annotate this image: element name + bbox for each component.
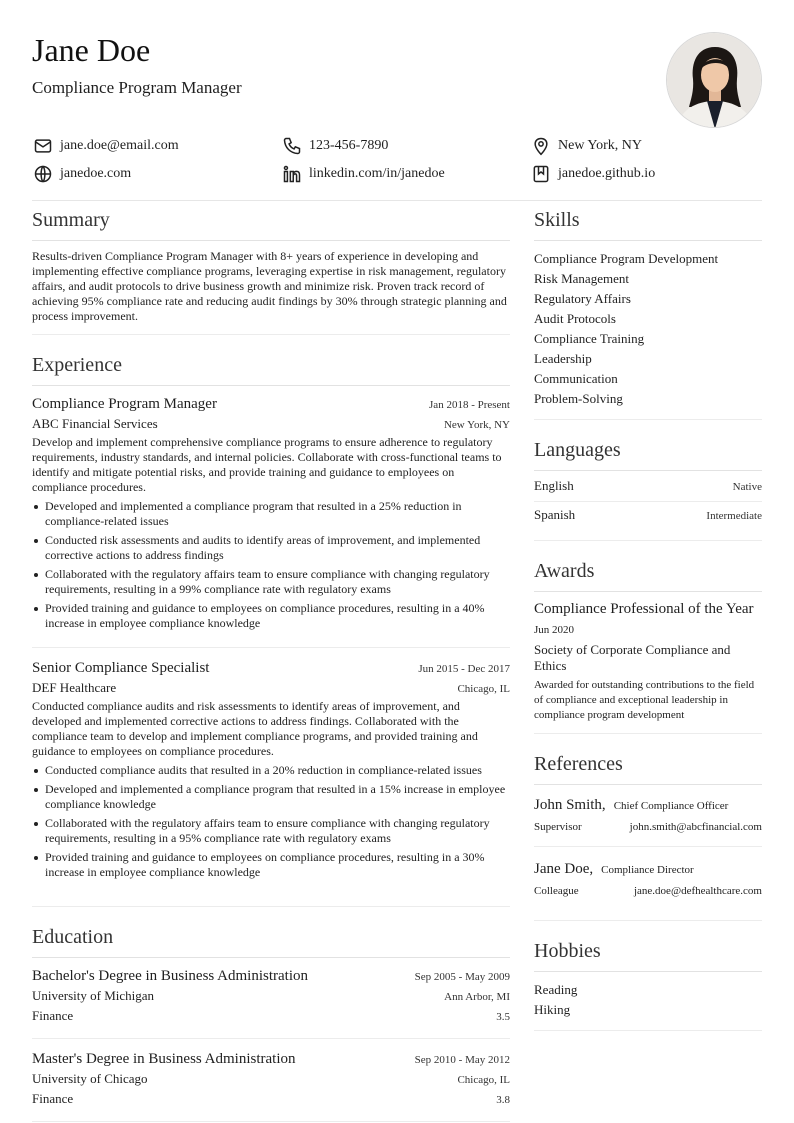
skill-item: Communication — [534, 371, 618, 386]
references-heading: References — [534, 750, 762, 785]
skill-item: Audit Protocols — [534, 311, 616, 326]
reference-position: Compliance Director — [601, 864, 694, 876]
side-column — [534, 206, 762, 1047]
reference-email[interactable]: jane.doe@defhealthcare.com — [633, 885, 762, 897]
email-text[interactable]: jane.doe@email.com — [60, 138, 179, 153]
awards-section — [534, 557, 762, 734]
job-location: New York, NY — [443, 419, 510, 431]
education-heading: Education — [32, 923, 510, 958]
education-dates: Sep 2005 - May 2009 — [414, 971, 510, 983]
achievement-item: Collaborated with the regulatory affairs team to ensure compliance with changing regulatory requirements, resulting in a 99% compliance rate with regulatory exams — [32, 567, 510, 597]
summary-heading: Summary — [32, 206, 510, 241]
header-divider — [32, 200, 762, 201]
award-date: Jun 2020 — [534, 624, 575, 636]
company-name: DEF Healthcare — [32, 680, 117, 695]
skill-item: Compliance Program Development — [534, 251, 719, 266]
mail-icon — [32, 135, 54, 157]
language-name: English — [534, 478, 574, 493]
experience-heading: Experience — [32, 351, 510, 386]
job-dates: Jan 2018 - Present — [429, 399, 510, 411]
linkedin-icon — [281, 163, 303, 185]
language-row — [534, 473, 762, 501]
globe-icon — [32, 163, 54, 185]
gpa: 3.5 — [496, 1011, 510, 1023]
hobbies-section — [534, 937, 762, 1031]
degree-name: Master's Degree in Business Administration — [32, 1051, 296, 1067]
main-column — [32, 206, 510, 1123]
company-name: ABC Financial Services — [32, 416, 158, 431]
reference-name: John Smith, — [534, 797, 606, 813]
awards-heading: Awards — [534, 557, 762, 592]
school-location: Chicago, IL — [457, 1074, 510, 1086]
linkedin-text[interactable]: linkedin.com/in/janedoe — [309, 166, 445, 181]
languages-heading: Languages — [534, 436, 762, 471]
achievement-item: Developed and implemented a compliance program that resulted in a 15% increase in employee compliance knowledge — [32, 782, 510, 812]
skills-heading: Skills — [534, 206, 762, 241]
reference-name: Jane Doe, — [534, 861, 594, 877]
reference-email[interactable]: john.smith@abcfinancial.com — [629, 821, 762, 833]
contact-github[interactable] — [530, 163, 655, 185]
summary-section — [32, 206, 510, 335]
skill-item: Compliance Training — [534, 331, 645, 346]
contact-linkedin[interactable] — [281, 163, 445, 185]
award-organization: Society of Corporate Compliance and Ethics — [534, 642, 731, 673]
achievement-list — [32, 499, 510, 631]
language-name: Spanish — [534, 507, 576, 522]
achievement-item: Developed and implemented a compliance program that resulted in a 25% reduction in compliance-related issues — [32, 499, 510, 529]
skills-section — [534, 206, 762, 420]
field-of-study: Finance — [32, 1008, 74, 1023]
github-text[interactable]: janedoe.github.io — [558, 166, 656, 181]
job-description: Conducted compliance audits and risk assessments to identify areas of improvement, and developed and implemented corrective actions to address findings. Collaborated with the compliance team to develop and implement compliance programs, and provided training and guidance to employees on compliance procedures. — [32, 699, 478, 758]
phone-icon — [281, 135, 303, 157]
website-text[interactable]: janedoe.com — [60, 166, 132, 181]
hobby-item: Hiking — [534, 1002, 571, 1017]
degree-name: Bachelor's Degree in Business Administration — [32, 968, 308, 984]
award-title: Compliance Professional of the Year — [534, 601, 754, 617]
gpa: 3.8 — [496, 1094, 510, 1106]
achievement-item: Conducted compliance audits that resulted in a 20% reduction in compliance-related issues — [32, 763, 510, 778]
candidate-name: Jane Doe — [32, 32, 151, 68]
contact-email[interactable] — [32, 135, 179, 157]
job-title: Compliance Program Manager — [32, 396, 217, 412]
education-entry — [32, 966, 510, 1038]
field-of-study: Finance — [32, 1091, 74, 1106]
skill-item: Problem-Solving — [534, 391, 623, 406]
education-dates: Sep 2010 - May 2012 — [414, 1054, 510, 1066]
school-name: University of Michigan — [32, 988, 155, 1003]
school-name: University of Chicago — [32, 1071, 148, 1086]
language-level: Intermediate — [706, 510, 762, 522]
experience-entry — [32, 647, 510, 896]
languages-section — [534, 436, 762, 541]
reference-entry — [534, 793, 762, 846]
language-level: Native — [732, 481, 762, 493]
phone-text[interactable]: 123-456-7890 — [309, 138, 389, 153]
reference-entry — [534, 846, 762, 910]
experience-entry — [32, 394, 510, 647]
map-pin-icon — [530, 135, 552, 157]
reference-position: Chief Compliance Officer — [613, 800, 729, 812]
profile-photo — [666, 32, 762, 128]
contact-website[interactable] — [32, 163, 131, 185]
skill-item: Leadership — [534, 351, 592, 366]
achievement-item: Conducted risk assessments and audits to identify areas of improvement, and implemented corrective actions to address findings — [32, 533, 510, 563]
language-row — [534, 501, 762, 530]
job-description: Develop and implement comprehensive compliance programs to ensure adherence to regulatory requirements, industry standards, and internal policies. Collaborate with cross-functional teams to identify and mitigate potential risks, and provide training and guidance to employees on compliance procedures. — [32, 435, 502, 494]
hobby-item: Reading — [534, 982, 578, 997]
award-description: Awarded for outstanding contributions to the field of compliance and exceptional leadership in compliance program development — [534, 679, 755, 721]
hobbies-heading: Hobbies — [534, 937, 762, 972]
summary-text: Results-driven Compliance Program Manager with 8+ years of experience in developing and implementing effective compliance programs, leveraging expertise in risk management, regulatory affairs, and audit protocols to drive business growth and minimize risk. Proven track record of achieving 95% compliance rate and reducing audit findings by 30% through strategic planning and process improvement. — [32, 249, 507, 323]
skill-item: Regulatory Affairs — [534, 291, 631, 306]
bookmark-icon — [530, 163, 552, 185]
reference-relation: Colleague — [534, 885, 579, 897]
achievement-item: Provided training and guidance to employees on compliance procedures, resulting in a 40% increase in employee compliance knowledge — [32, 601, 510, 631]
reference-relation: Supervisor — [534, 821, 582, 833]
achievement-item: Collaborated with the regulatory affairs team to ensure compliance with changing regulatory requirements, resulting in a 95% compliance rate with regulatory exams — [32, 816, 510, 846]
education-entry — [32, 1038, 510, 1122]
school-location: Ann Arbor, MI — [444, 991, 510, 1003]
skill-item: Risk Management — [534, 271, 629, 286]
candidate-title: Compliance Program Manager — [32, 78, 242, 97]
education-section — [32, 923, 510, 1123]
location-text: New York, NY — [558, 138, 643, 153]
references-section — [534, 750, 762, 921]
contact-phone[interactable] — [281, 135, 388, 157]
achievement-list — [32, 763, 510, 880]
experience-section — [32, 351, 510, 907]
contact-location — [530, 135, 642, 157]
job-title: Senior Compliance Specialist — [32, 660, 210, 676]
job-dates: Jun 2015 - Dec 2017 — [418, 663, 510, 675]
achievement-item: Provided training and guidance to employees on compliance procedures, resulting in a 30% increase in employee compliance knowledge — [32, 850, 510, 880]
job-location: Chicago, IL — [457, 683, 510, 695]
